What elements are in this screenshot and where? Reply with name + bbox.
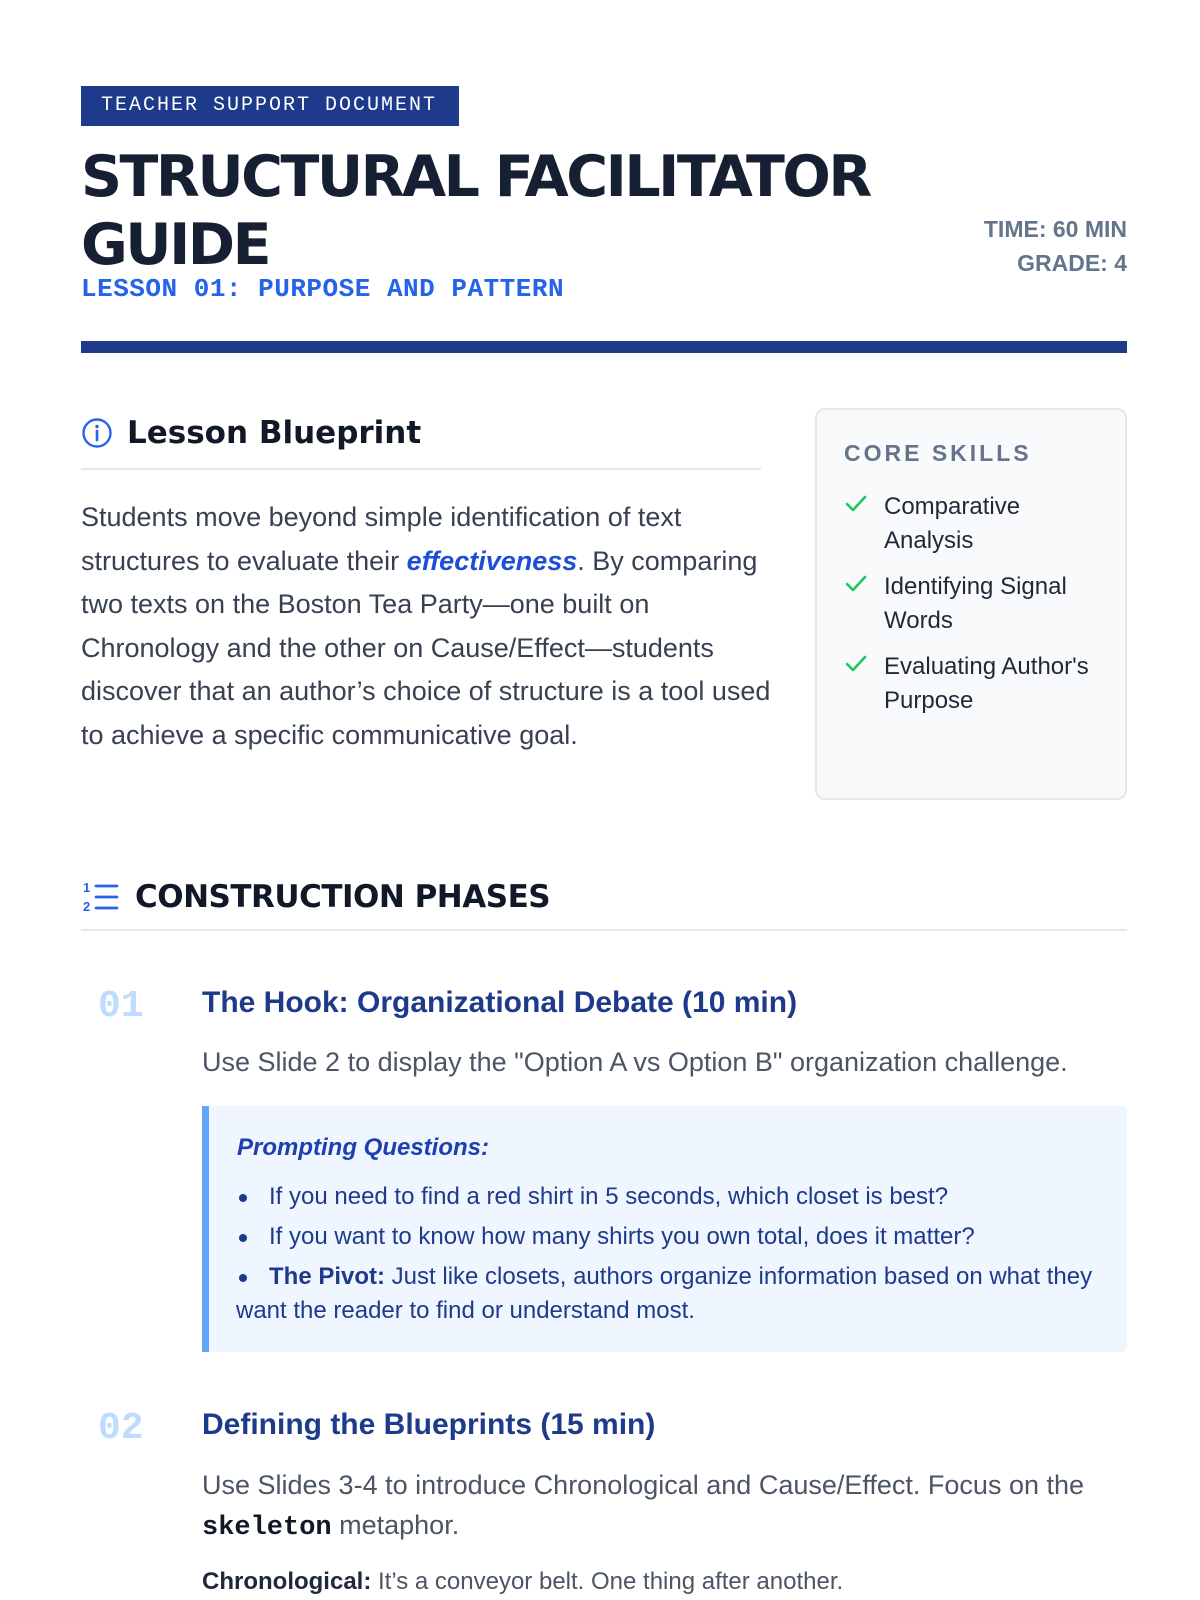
blueprint-heading: [81, 408, 421, 458]
blueprint-text-end: . By comparing two texts on the Boston Tea Party—one built on Chronology and the other on Cause/Effect—students discover that an author’s choice of structure is a tool used to achieve a specific communicative goal.: [81, 545, 771, 750]
header-divider: [81, 341, 1127, 353]
pivot-text: Just like closets, authors organize information based on what they want the reader to find or understand most.: [236, 1263, 1093, 1324]
lesson-subtitle: LESSON 01: PURPOSE AND PATTERN: [81, 274, 565, 304]
check-icon: [844, 652, 868, 676]
core-skill-label: Comparative Analysis: [884, 493, 1021, 554]
lesson-time: TIME: 60 MIN: [983, 216, 1127, 242]
prompting-questions-callout: [202, 1106, 1127, 1352]
phase-number: 01: [98, 985, 144, 1028]
blueprint-divider: [81, 468, 761, 470]
core-skills-card: [815, 408, 1127, 800]
phase-number: 02: [98, 1407, 144, 1450]
lesson-meta: [977, 212, 1127, 280]
callout-list: [236, 1180, 1106, 1334]
blueprint-paragraph: [81, 496, 771, 758]
numbered-list-icon: [81, 878, 119, 916]
callout-label: Prompting Questions:: [237, 1134, 489, 1161]
core-skill-label: Identifying Signal Words: [884, 573, 1067, 634]
callout-item-pivot: [236, 1260, 1106, 1328]
skeleton-term: skeleton: [202, 1513, 332, 1543]
core-skill-item: [844, 490, 1114, 558]
phase-title: The Hook: Organizational Debate (10 min): [202, 986, 798, 1019]
chronological-label: Chronological:: [202, 1568, 372, 1595]
callout-item: If you need to find a red shirt in 5 seconds, which closet is best?: [236, 1180, 1106, 1214]
check-icon: [844, 572, 868, 596]
callout-item: If you want to know how many shirts you own total, does it matter?: [236, 1220, 1106, 1254]
blueprint-text-start: Students move beyond simple identification of text structures to evaluate their: [81, 502, 682, 576]
blueprint-emphasis: effectiveness: [406, 545, 578, 576]
construction-heading: [81, 872, 550, 922]
blueprint-title: Lesson Blueprint: [127, 415, 422, 451]
document-title: STRUCTURAL FACILITATOR GUIDE: [81, 144, 870, 278]
svg-text:2: 2: [83, 899, 91, 914]
chronological-definition: [202, 1568, 843, 1596]
core-skill-item: [844, 570, 1114, 638]
phase-description: Use Slide 2 to display the "Option A vs Option B" organization challenge.: [202, 1047, 1068, 1077]
svg-text:1: 1: [83, 880, 91, 895]
info-circle-icon: [81, 417, 113, 449]
phase-description-start: Use Slides 3-4 to introduce Chronological and Cause/Effect. Focus on the: [202, 1470, 1085, 1500]
phase-description-end: metaphor.: [331, 1510, 460, 1540]
pivot-label: The Pivot:: [269, 1263, 386, 1290]
core-skills-list: [844, 490, 1114, 730]
construction-title: CONSTRUCTION PHASES: [135, 879, 551, 915]
core-skill-label: Evaluating Author's Purpose: [884, 653, 1089, 714]
chronological-text: It’s a conveyor belt. One thing after another.: [371, 1568, 844, 1595]
core-skills-title: CORE SKILLS: [844, 440, 1032, 466]
check-icon: [844, 492, 868, 516]
lesson-grade: GRADE: 4: [1017, 250, 1127, 276]
core-skill-item: [844, 650, 1114, 718]
construction-divider: [81, 929, 1127, 931]
phase-description: [202, 1465, 1127, 1548]
phase-title: Defining the Blueprints (15 min): [202, 1408, 656, 1441]
document-type-tag: TEACHER SUPPORT DOCUMENT: [81, 86, 459, 126]
